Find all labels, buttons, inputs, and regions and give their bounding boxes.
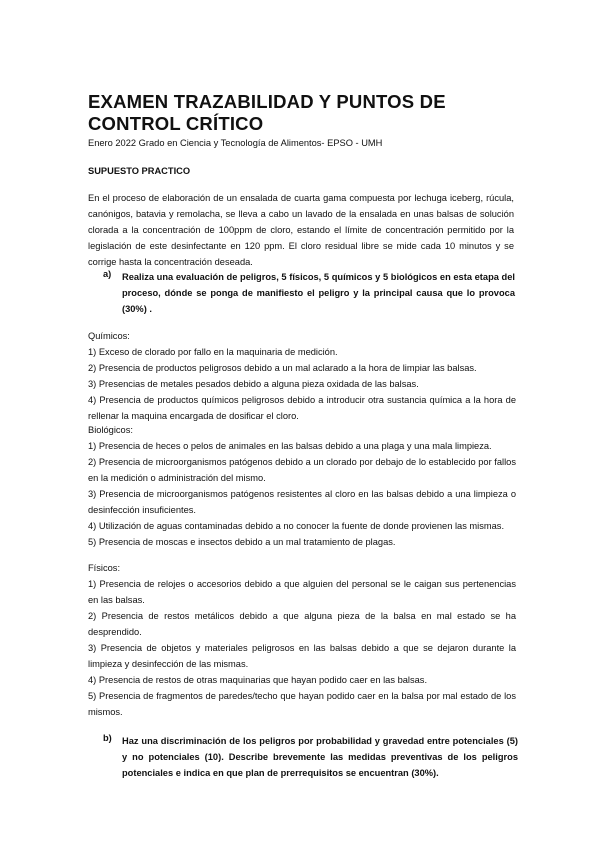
list-item: 1) Presencia de relojes o accesorios debido a que alguien del personal se le caigan sus pertenencias en las balsas.	[88, 579, 516, 605]
list-item: 2) Presencia de productos peligrosos debido a un mal aclarado a la hora de limpiar las balsas.	[88, 363, 477, 373]
list-item: 2) Presencia de restos metálicos debido a que alguna pieza de la balsa en mal estado se ha desprendido.	[88, 611, 516, 637]
list-item: 3) Presencia de microorganismos patógenos resistentes al cloro en las balsas debido a una limpieza o desinfección insuficientes.	[88, 489, 516, 515]
list-item: 3) Presencia de objetos y materiales peligrosos en las balsas debido a que se dejaron durante la limpieza y desinfección de las mismas.	[88, 643, 516, 669]
section-heading: SUPUESTO PRACTICO	[88, 166, 191, 176]
list-item: 3) Presencias de metales pesados debido a alguna pieza oxidada de las balsas.	[88, 379, 419, 389]
list-item: 4) Presencia de restos de otras maquinarias que hayan podido caer en las balsas.	[88, 675, 428, 685]
quimicos-list	[88, 328, 516, 424]
biologicos-heading: Biológicos:	[88, 425, 133, 435]
list-item: 5) Presencia de fragmentos de paredes/techo que hayan podido caer en la balsa por mal estado de los mismos.	[88, 691, 516, 717]
question-a-marker: a)	[103, 269, 112, 279]
document-title: EXAMEN TRAZABILIDAD Y PUNTOS DE CONTROL CRÍTICO	[88, 91, 446, 134]
list-item: 2) Presencia de microorganismos patógenos debido a un clorado por debajo de lo establecido por fallos en la medición o administración del mismo.	[88, 457, 516, 483]
list-item: 5) Presencia de moscas e insectos debido a un mal tratamiento de plagas.	[88, 537, 396, 547]
fisicos-list	[88, 560, 516, 720]
fisicos-heading: Físicos:	[88, 563, 121, 573]
quimicos-heading: Químicos:	[88, 331, 130, 341]
question-b-text: Haz una discriminación de los peligros por probabilidad y gravedad entre potenciales (5) y no potenciales (10). Describe brevemente las medidas preventivas de los peligros potenciales e indica en que plan de prerrequisitos se encuentran (30%).	[122, 736, 518, 778]
list-item: 1) Exceso de clorado por fallo en la maquinaria de medición.	[88, 347, 338, 357]
list-item: 4) Presencia de productos químicos peligrosos debido a introducir otra sustancia química a la hora de rellenar la maquina encargada de dosificar el cloro.	[88, 395, 516, 421]
list-item: 4) Utilización de aguas contaminadas debido a no conocer la fuente de donde provienen las mismas.	[88, 521, 505, 531]
list-item: 1) Presencia de heces o pelos de animales en las balsas debido a una plaga y una mala limpieza.	[88, 441, 492, 451]
question-a-text: Realiza una evaluación de peligros, 5 físicos, 5 químicos y 5 biológicos en esta etapa del proceso, dónde se ponga de manifiesto el peligro y la principal causa que lo provoca (30%) .	[122, 272, 515, 314]
question-b-marker: b)	[103, 733, 112, 743]
document-subtitle: Enero 2022 Grado en Ciencia y Tecnología de Alimentos- EPSO - UMH	[88, 138, 383, 148]
biologicos-list	[88, 422, 516, 550]
intro-paragraph: En el proceso de elaboración de un ensalada de cuarta gama compuesta por lechuga iceberg, rúcula, canónigos, batavia y remolacha, se lleva a cabo un lavado de la ensalada en unas balsas de solución clorada a la concentración de 100ppm de cloro, estando el límite de concentración permitido por la legislación de este desinfectante en 120 ppm. El cloro residual libre se mide cada 10 minutos y se corrige hasta la concentración deseada.	[88, 193, 514, 267]
